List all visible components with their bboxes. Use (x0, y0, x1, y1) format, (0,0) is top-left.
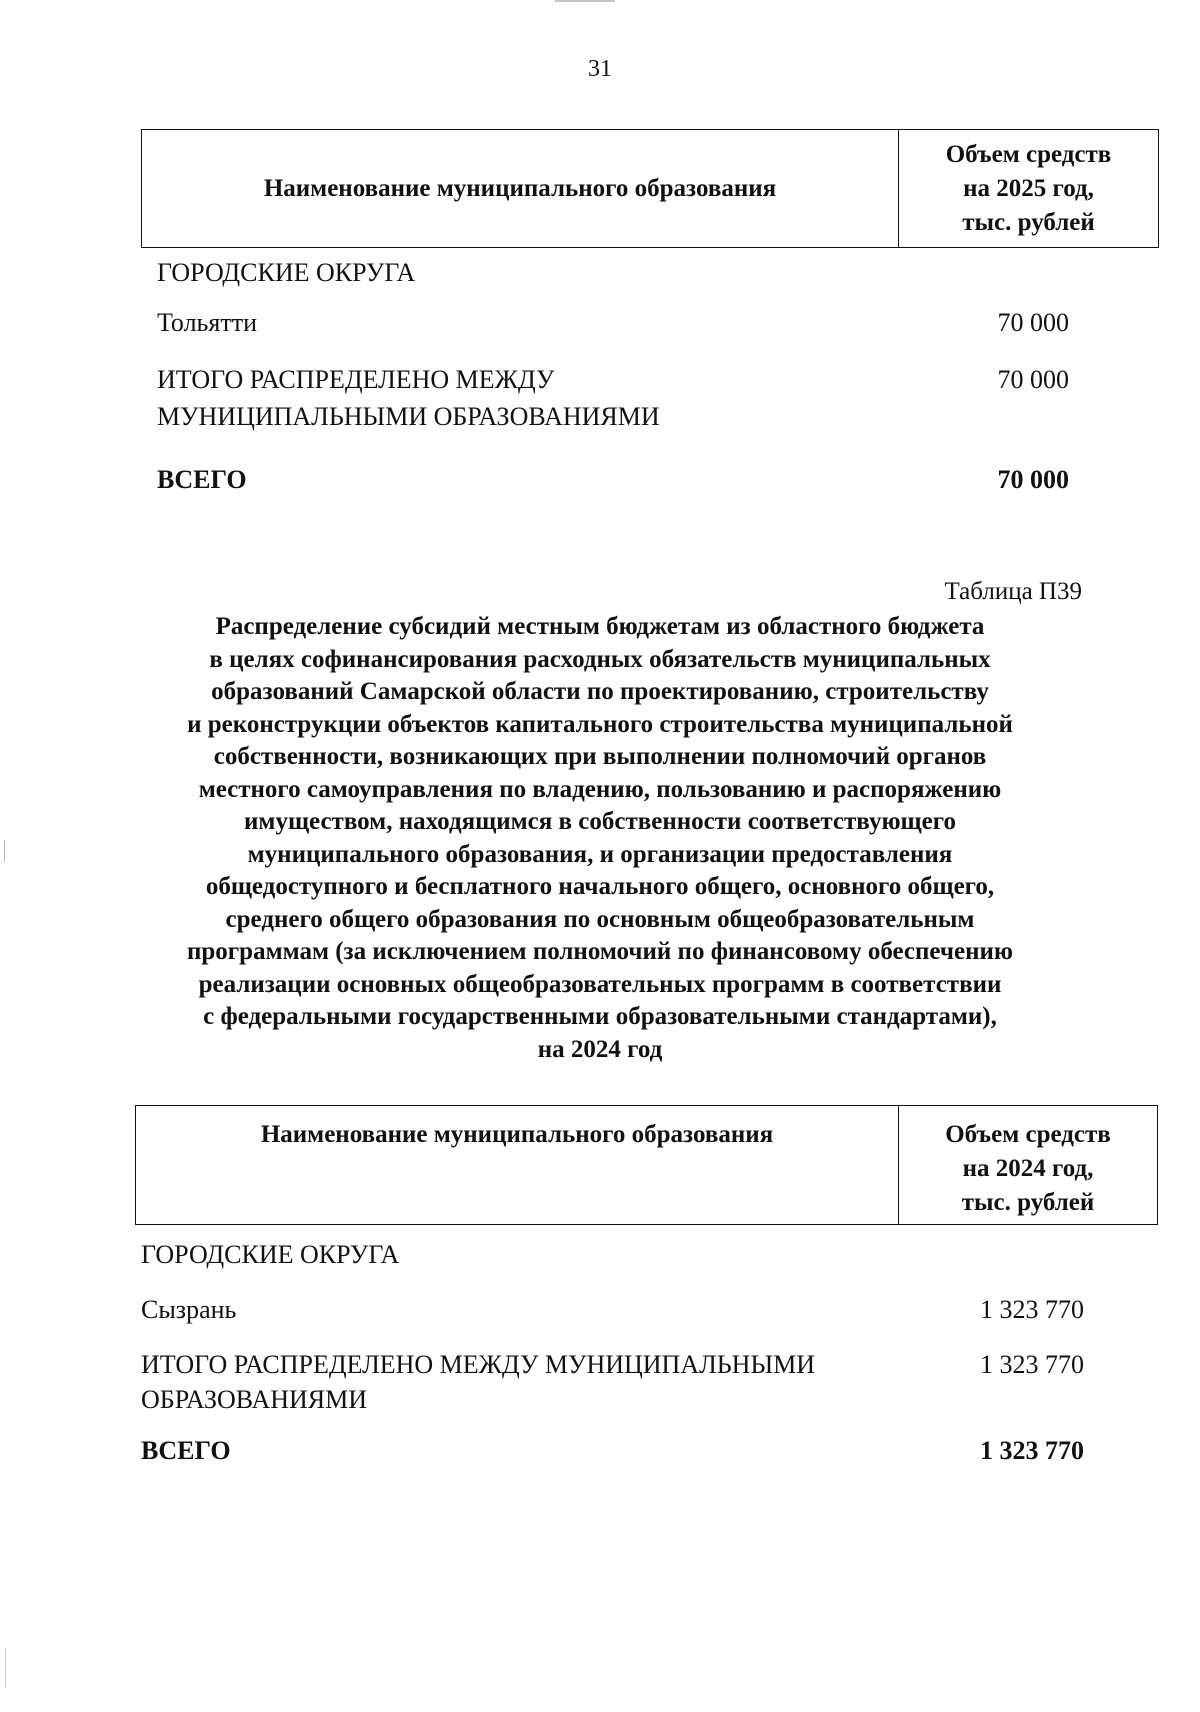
scan-artifact (555, 0, 615, 2)
table2-header-amount-line: Объем средств (945, 1121, 1111, 1148)
table1-header-amount (899, 130, 1159, 248)
section-label: ГОРОДСКИЕ ОКРУГА (157, 258, 416, 287)
row-value: 70 000 (997, 308, 1069, 337)
row-value: 1 323 770 (980, 1295, 1084, 1324)
table1-header-name: Наименование муниципального образования (142, 130, 899, 248)
subtotal-label-line: МУНИЦИПАЛЬНЫМИ ОБРАЗОВАНИЯМИ (157, 402, 660, 431)
title-line: образований Самарской области по проектированию, строительству (211, 678, 989, 705)
table2-header-amount (899, 1106, 1158, 1225)
table1-header (141, 129, 1159, 248)
table-title (0, 611, 1200, 1066)
title-line: и реконструкции объектов капитального строительства муниципальной (187, 710, 1013, 738)
title-line: Распределение субсидий местным бюджетам из областного бюджета (215, 613, 985, 640)
subtotal-label-line: ИТОГО РАСПРЕДЕЛЕНО МЕЖДУ МУНИЦИПАЛЬНЫМИ (141, 1350, 816, 1379)
row-name: Тольятти (157, 308, 258, 337)
title-line: имуществом, находящимся в собственности соответствующего (244, 808, 956, 835)
subtotal-label-line: ИТОГО РАСПРЕДЕЛЕНО МЕЖДУ (157, 365, 555, 394)
table2-header-name: Наименование муниципального образования (136, 1106, 899, 1225)
title-line: муниципального образования, и организации предоставления (247, 840, 953, 868)
table2-header-amount-line: тыс. рублей (961, 1189, 1095, 1216)
subtotal-value: 70 000 (997, 365, 1069, 394)
subtotal-label-line: ОБРАЗОВАНИЯМИ (141, 1385, 368, 1414)
section-label: ГОРОДСКИЕ ОКРУГА (141, 1240, 400, 1269)
title-line: среднего общего образования по основным общеобразовательным (225, 905, 975, 933)
title-line: с федеральными государственными образовательными стандартами), (203, 1003, 997, 1030)
subtotal-value: 1 323 770 (980, 1350, 1084, 1379)
title-line: на 2024 год (537, 1035, 663, 1063)
title-line: местного самоуправления по владению, пользованию и распоряжению (198, 775, 1002, 803)
title-line: программам (за исключением полномочий по финансовому обеспечению (187, 938, 1013, 965)
title-line: в целях софинансирования расходных обязательств муниципальных (209, 645, 991, 673)
table2-header (135, 1105, 1158, 1225)
total-value: 1 323 770 (980, 1436, 1084, 1465)
title-line: собственности, возникающих при выполнении полномочий органов (213, 743, 987, 770)
table2-header-amount-line: на 2024 год, (962, 1155, 1094, 1182)
title-line: общедоступного и бесплатного начального общего, основного общего, (205, 873, 995, 900)
table-number: Таблица П39 (944, 578, 1082, 605)
row-name: Сызрань (141, 1295, 237, 1324)
page-number: 31 (588, 56, 612, 82)
table1-header-amount-line: Объем средств (945, 140, 1112, 168)
scan-artifact (5, 1648, 6, 1688)
table1-header-amount-line: тыс. рублей (962, 208, 1095, 236)
title-line: реализации основных общеобразовательных программ в соответствии (198, 970, 1002, 998)
table1-header-amount-line: на 2025 год, (963, 174, 1094, 202)
total-label: ВСЕГО (141, 1436, 231, 1465)
total-value: 70 000 (997, 465, 1069, 494)
total-label: ВСЕГО (157, 465, 247, 494)
scan-artifact (4, 840, 5, 862)
